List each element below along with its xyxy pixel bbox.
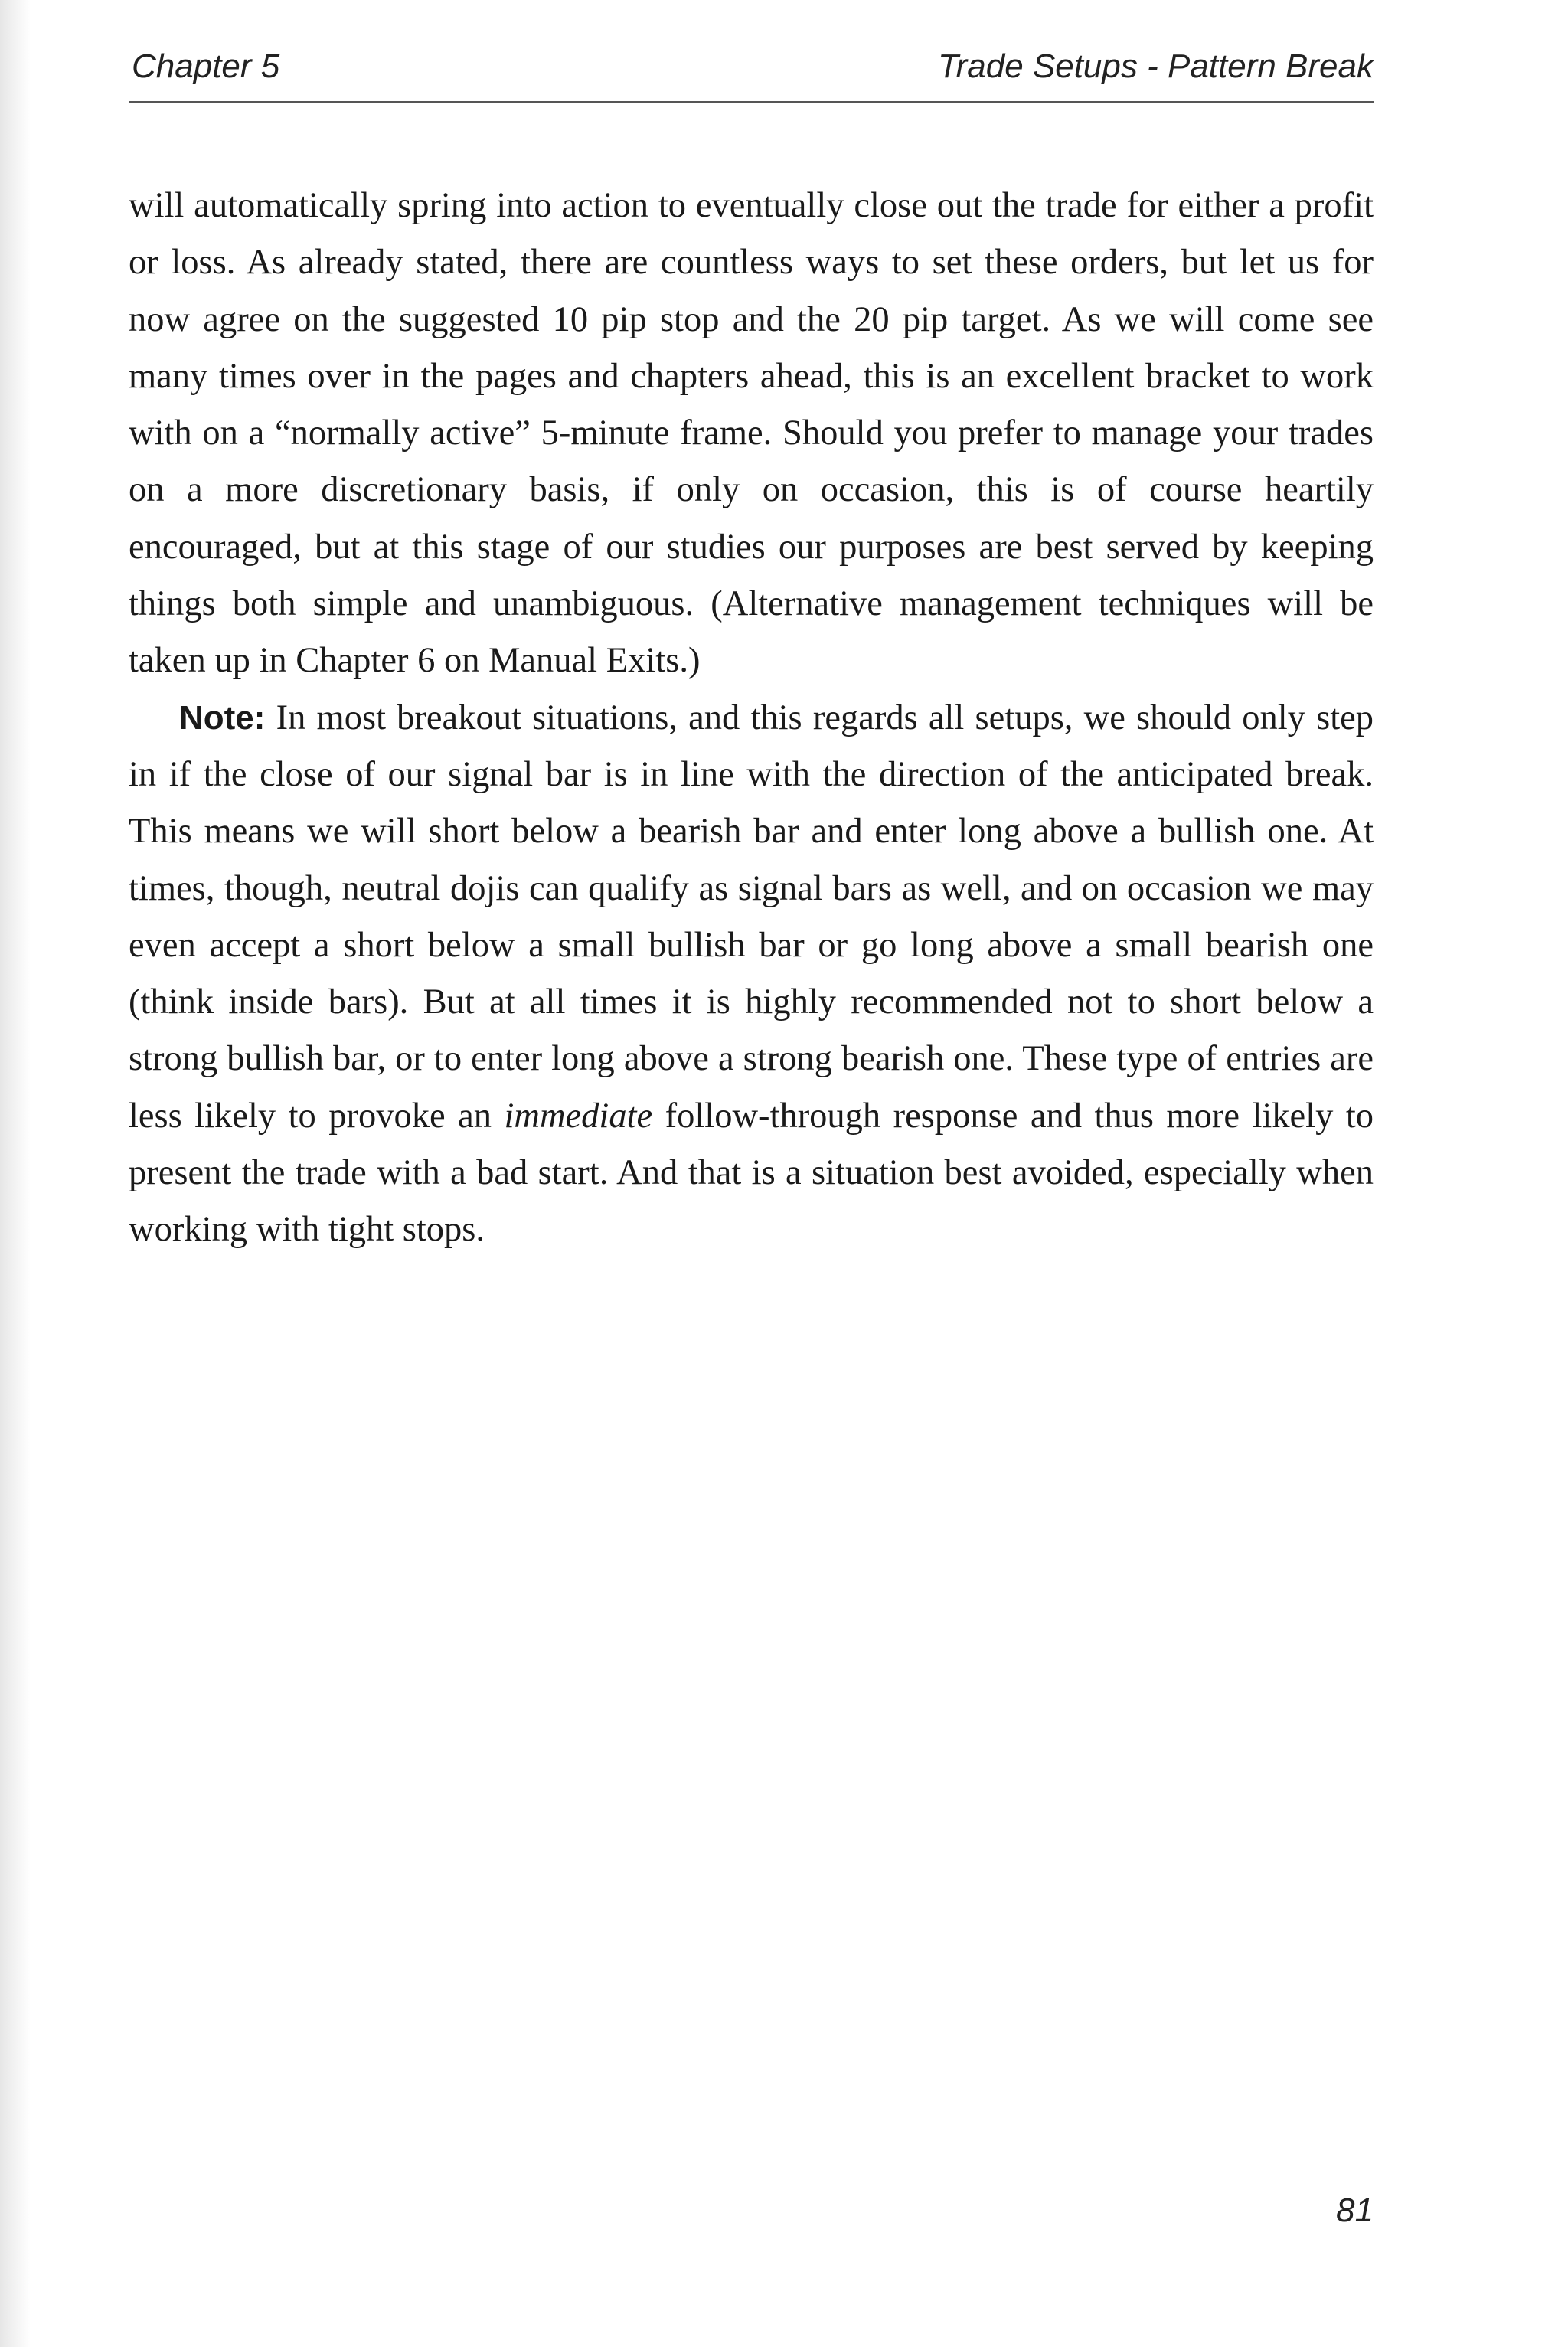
- page-edge-shadow: [0, 0, 31, 2347]
- running-header: [129, 47, 1374, 103]
- note-paragraph: [129, 690, 1374, 1259]
- page-number: 81: [1336, 2192, 1374, 2229]
- note-text-part2: follow-through response and thus more likely to present the trade with a bad start. And that is a situation best avoided, especially when working with tight stops.: [129, 1096, 1374, 1250]
- chapter-label: Chapter 5: [132, 47, 280, 85]
- note-label: Note:: [179, 698, 266, 737]
- paragraph-continued: will automatically spring into action to eventually close out the trade for either a profit or loss. As already stated, there are countless ways to set these orders, but let us for now agree on the suggested 10 pip stop and the 20 pip target. As we will come see many times over in the pages and chapters ahead, this is an excellent bracket to work with on a “normally active” 5-minute frame. Should you prefer to manage your trades on a more discretionary basis, if only on occasion, this is of course heartily encouraged, but at this stage of our studies our purposes are best served by keeping things both simple and unambiguous. (Alternative management techniques will be taken up in Chapter 6 on Manual Exits.): [129, 186, 1374, 681]
- section-title: Trade Setups - Pattern Break: [937, 47, 1374, 85]
- body-text: [129, 178, 1374, 1259]
- note-text-part1: In most breakout situations, and this regards all setups, we should only step in if the close of our signal bar is in line with the direction of the anticipated break. This means we will short below a bearish bar and enter long above a bullish one. At times, though, neutral dojis can qualify as signal bars as well, and on occasion we may even accept a short below a small bullish bar or go long above a small bearish one (think inside bars). But at all times it is highly recommended not to short below a strong bullish bar, or to enter long above a strong bearish one. These type of entries are less likely to provoke an: [129, 698, 1374, 1136]
- note-emphasis: immediate: [504, 1096, 653, 1136]
